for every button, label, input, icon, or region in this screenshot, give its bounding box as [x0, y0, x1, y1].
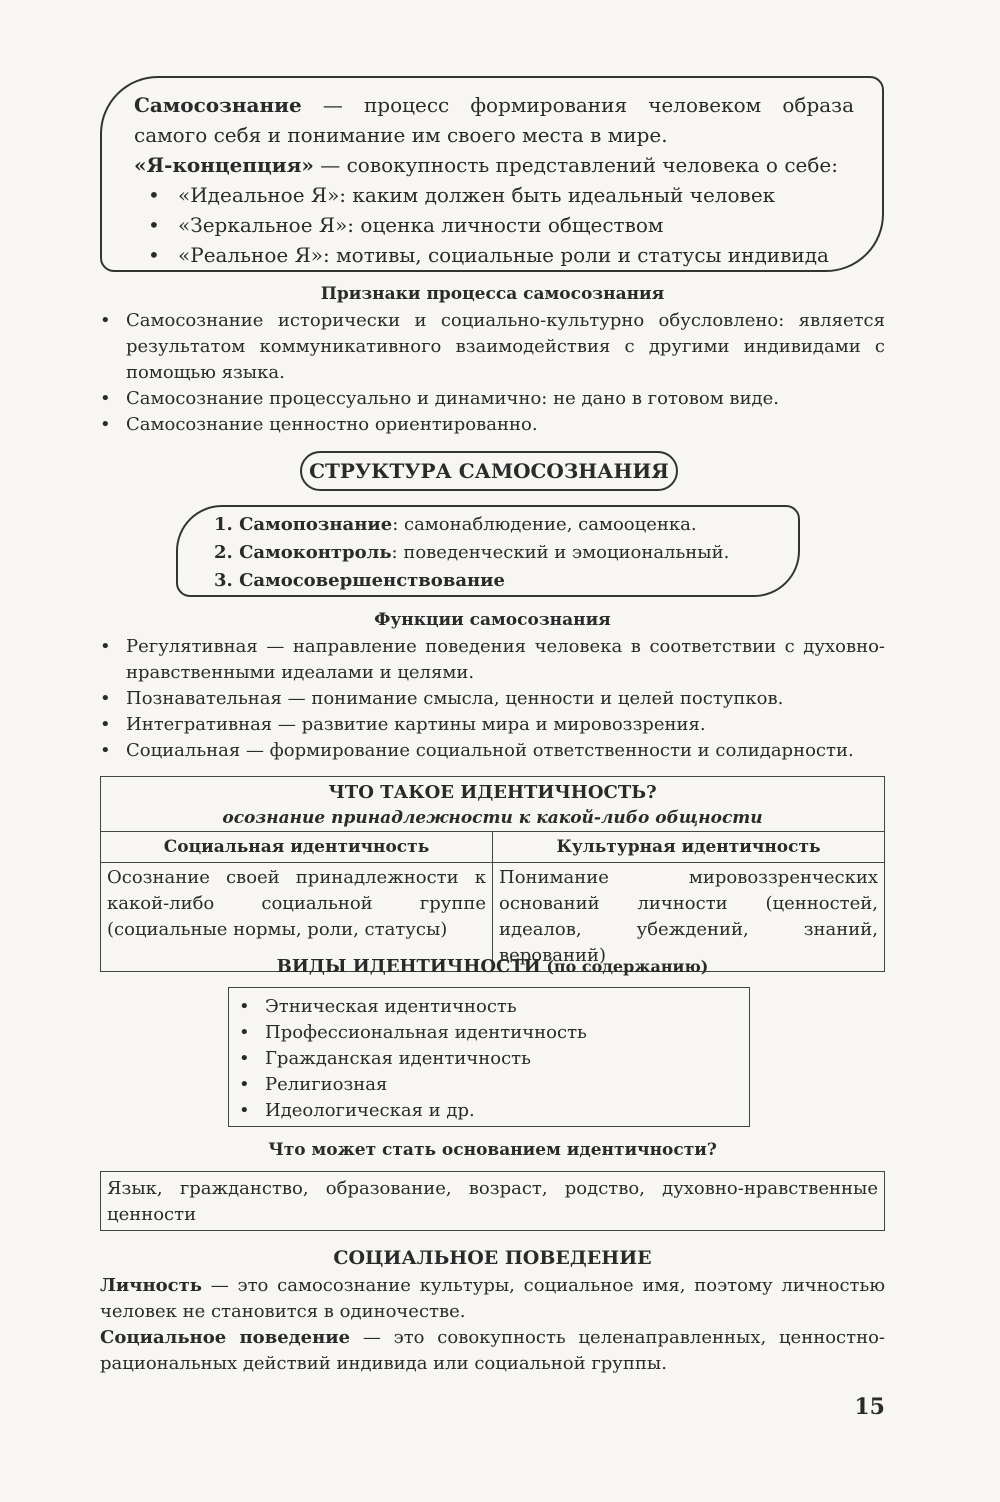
list-item: 1. Самопознание: самонаблюдение, самооценка. [214, 514, 697, 535]
structure-heading: СТРУКТУРА САМОСОЗНАНИЯ [300, 451, 678, 491]
list-item: • Этническая идентичность [237, 994, 587, 1020]
cultural-identity-header: Культурная идентичность [493, 832, 885, 863]
identity-basis-box: Язык, гражданство, образование, возраст, родство, духовно-нравственные ценности [100, 1171, 885, 1231]
list-item: 2. Самоконтроль: поведенческий и эмоциональный. [214, 542, 730, 563]
list-item: • Регулятивная — направление поведения человека в соответствии с духовно-нравственными идеалами и целями. [100, 634, 885, 686]
definition-text: — процесс формирования человеком образа самого себя и понимание им своего места в мире. [134, 93, 854, 147]
list-item: • Самосознание ценностно ориентированно. [100, 412, 885, 438]
cultural-identity-text: Понимание мировоззренческих оснований личности (ценностей, идеалов, убеждений, знаний, верований) [493, 863, 885, 972]
signs-list [100, 308, 885, 438]
identity-table-subtitle: осознание принадлежности к какой-либо общности [101, 805, 885, 832]
social-identity-text: Осознание своей принадлежности к какой-либо социальной группе (социальные нормы, роли, статусы) [101, 863, 493, 972]
social-behavior-text [100, 1273, 885, 1377]
social-identity-header: Социальная идентичность [101, 832, 493, 863]
list-item: • Интегративная — развитие картины мира и мировоззрения. [100, 712, 885, 738]
definition-term: Самосознание [134, 93, 302, 117]
list-item: • Самосознание процессуально и динамично: не дано в готовом виде. [100, 386, 885, 412]
self-concept-definition [134, 150, 854, 180]
list-item: • Самосознание исторически и социально-культурно обусловлено: является результатом коммуникативного взаимодействия с другими индивидами с помощью языка. [100, 308, 885, 386]
list-item: • Религиозная [237, 1072, 587, 1098]
concept-term: «Я-концепция» [134, 153, 314, 177]
identity-kinds-list [237, 994, 587, 1124]
list-item: • Профессиональная идентичность [237, 1020, 587, 1046]
self-concept-list [134, 180, 854, 270]
identity-kinds-heading: ВИДЫ ИДЕНТИЧНОСТИ (по содержанию) [276, 956, 709, 977]
functions-heading: Функции самосознания [374, 610, 611, 630]
signs-heading: Признаки процесса самосознания [320, 284, 665, 304]
list-item: • «Реальное Я»: мотивы, социальные роли и статусы индивида [134, 240, 854, 270]
identity-kinds-box [228, 987, 750, 1127]
functions-list [100, 634, 885, 764]
list-item: 3. Самосовершенствование [214, 570, 505, 591]
self-awareness-box [100, 76, 884, 272]
social-behavior-heading: СОЦИАЛЬНОЕ ПОВЕДЕНИЕ [333, 1247, 652, 1269]
list-item: • Идеологическая и др. [237, 1098, 587, 1124]
list-item: • «Идеальное Я»: каким должен быть идеальный человек [134, 180, 854, 210]
concept-text: — совокупность представлений человека о себе: [313, 153, 838, 177]
self-awareness-definition [134, 90, 854, 150]
identity-basis-heading: Что может стать основанием идентичности? [268, 1140, 717, 1160]
page-number: 15 [854, 1394, 885, 1420]
identity-table-title: ЧТО ТАКОЕ ИДЕНТИЧНОСТЬ? [101, 777, 885, 806]
structure-list [214, 511, 729, 595]
identity-table [100, 776, 885, 972]
list-item: • Социальная — формирование социальной ответственности и солидарности. [100, 738, 885, 764]
social-behavior-paragraph: Социальное поведение — это совокупность целенаправленных, ценностно-рациональных действий индивида или социальной группы. [100, 1327, 885, 1374]
structure-box [176, 505, 800, 597]
list-item: • Гражданская идентичность [237, 1046, 587, 1072]
list-item: • Познавательная — понимание смысла, ценности и целей поступков. [100, 686, 885, 712]
list-item: • «Зеркальное Я»: оценка личности обществом [134, 210, 854, 240]
personality-paragraph: Личность — это самосознание культуры, социальное имя, поэтому личностью человек не становится в одиночестве. [100, 1275, 885, 1322]
